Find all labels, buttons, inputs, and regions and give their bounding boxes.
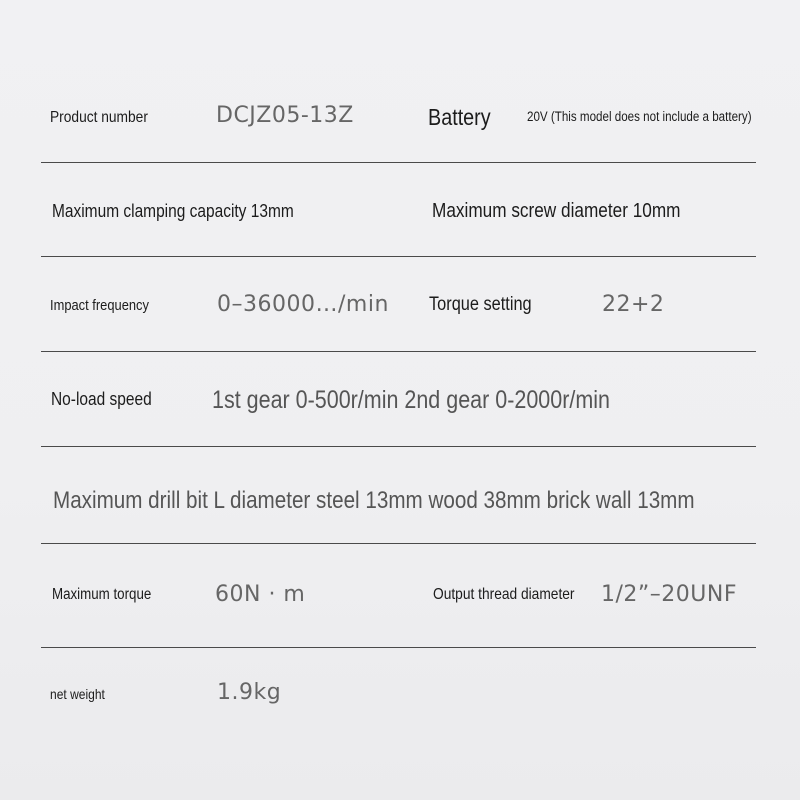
net-weight-value: 1.9kg bbox=[217, 680, 282, 705]
row-divider bbox=[41, 647, 756, 648]
row-divider bbox=[41, 351, 756, 352]
row-divider bbox=[41, 256, 756, 257]
max-torque-value: 60N · m bbox=[215, 582, 306, 607]
torque-setting-label: Torque setting bbox=[429, 294, 532, 315]
row-divider bbox=[41, 446, 756, 447]
battery-label: Battery bbox=[428, 104, 491, 130]
output-thread-label: Output thread diameter bbox=[433, 586, 575, 603]
max-drill-bit-text: Maximum drill bit L diameter steel 13mm wood 38mm brick wall 13mm bbox=[53, 487, 695, 514]
net-weight-label: net weight bbox=[50, 686, 105, 702]
row-divider bbox=[41, 543, 756, 544]
impact-frequency-label: Impact frequency bbox=[50, 297, 149, 314]
no-load-speed-value: 1st gear 0-500r/min 2nd gear 0-2000r/min bbox=[212, 386, 610, 414]
screw-diameter-label: Maximum screw diameter 10mm bbox=[432, 200, 681, 222]
product-number-value: DCJZ05-13Z bbox=[216, 103, 354, 128]
battery-value: 20V (This model does not include a battery) bbox=[527, 109, 752, 124]
clamping-capacity-label: Maximum clamping capacity 13mm bbox=[52, 201, 294, 221]
max-torque-label: Maximum torque bbox=[52, 586, 152, 603]
torque-setting-value: 22+2 bbox=[602, 292, 665, 317]
impact-frequency-value: 0–36000…/min bbox=[217, 292, 389, 317]
no-load-speed-label: No-load speed bbox=[51, 389, 152, 409]
output-thread-value: 1/2”–20UNF bbox=[601, 582, 738, 607]
product-number-label: Product number bbox=[50, 109, 148, 126]
row-divider bbox=[41, 162, 756, 163]
